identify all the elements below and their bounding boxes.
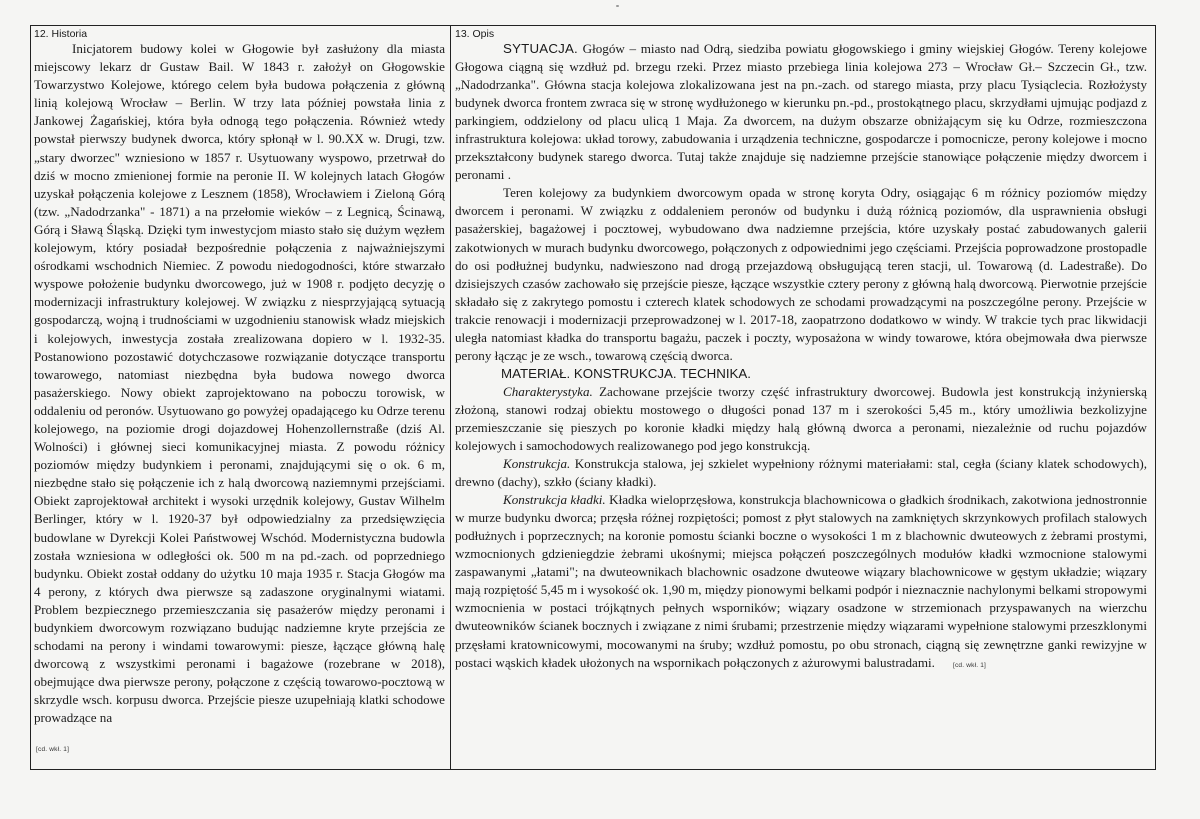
construction-paragraph [453, 455, 1153, 491]
scan-speck [616, 5, 619, 7]
history-column-label: 12. Historia [34, 28, 88, 40]
history-text: Inicjatorem budowy kolei w Głogowie był zasłużony dla miasta miejscowy lekarz dr Gustaw Bail. W 1843 r. założył on Głogowskie Towarzystwo Kolejowe, którego celem była budowa połączenia z główną linią kolejową Wrocław – Berlin. W trzy lata później powstała linia z Jankowej Żagańskiej, która była odnogą tego połączenia. Również wtedy powstał pierwszy budynek dworca, który spłonął w l. 90.XX w. Drugi, tzw. „stary dworzec" wzniesiono w 1857 r. Usytuowany wyspowo, przetrwał do dziś w mocno zmienionej formie na peronie II. W kolejnych latach Głogów uzyskał połączenia kolejowe z Lesznem (1858), Wrocławiem i Zieloną Górą (tzw. „Nadodrzanka" - 1871) a na przełomie wieków – z Legnicą, Ścinawą, Górą i Sławą Śląską. Dzięki tym inwestycjom miasto stało się dużym węzłem kolejowym, który posiadał bezpośrednie połączenia z najważniejszymi ośrodkami wschodnich Niemiec. Z powodu niedogodności, które stwarzało wyspowe położenie budynku dworcowego, już w 1908 r. podjęto decyzję o modernizacji infrastruktury kolejowej. W związku z niesprzyjającą sytuacją gospodarczą, wojną i trudnościami w uzgodnieniu stanowisk władz miejskich i kolejowych, inwestycja została zrealizowana dopiero w l. 1932-35. Postanowiono pozostawić dotychczasowe rozwiązanie dotyczące transportu towarowego, natomiast niezbędna była budowa nowego dworca pasażerskiego. Nowy obiekt zaprojektowano na poboczu torowisk, w oddaleniu od peronów. Usytuowano go powyżej opadającego ku Odrze terenu kolejowego, na poziomie drogi dojazdowej Hohenzollernstraße (dziś Al. Wolności) i głównej sieci komunikacyjnej miasta. Z powodu różnicy poziomów między budynkiem i peronami, znajdującymi się o ok. 6 m, niezbędne stało się połączenie ich z halą dworcową naziemnymi przejściami. Obiekt zaprojektował architekt i wysoki urzędnik kolejowy, Gustav Wilhelm Berlinger, który w l. 1920-37 był odpowiedzialny za przedsięwzięcia budowlane w Dyrekcji Kolei Państwowej Wschód. Modernistyczna budowla została wzniesiona w odległości ok. 500 m na pd.-zach. od poprzedniego budynku. Obiekt został oddany do użytku 10 maja 1935 r. Stacja Głogów ma 4 perony, z których dwa pierwsze są zadaszone oryginalnymi wiatami. Problem bezpiecznego przemieszczania się pasażerów między peronami i budynkiem dworcowym rozwiązano budując nadziemne kryte przejścia ze schodami na perony i windami towarowymi: piesze, łączące główną halę dworcową z wszystkimi peronami i bagażowe (rozebrane w 2018), obejmujące dwa pierwsze perony, połączone z częścią towarowo-pocztową w skrzydle wsch. korpusu dworca. Przejście piesze uzupełniają klatki schodowe prowadzące na [34, 41, 445, 726]
footbridge-construction-term: Konstrukcja kładki. [503, 492, 606, 508]
history-column [32, 26, 448, 728]
situation-text: Głogów – miasto nad Odrą, siedziba powiatu głogowskiego i gminy wiejskiej Głogów. Tereny kolejowe Głogowa ciągną się wzdłuż pd. brzegu rzeki. Przez miasto przebiega linia kolejowa 273 – Wrocław Gł.– Szczecin Gł., tzw. „Nadodrzanka". Główna stacja kolejowa zlokalizowana jest na pn.-zach. od starego miasta, przy placu Tysiąclecia. Rozłożysty budynek dworca frontem zwraca się w stronę wydłużonego w kierunku pn.-pd., prostokątnego placu, skrzydłami ujmując podjazd z parkingiem, oddzielony od placu ulicą 1 Maja. Za dworcem, na dużym obszarze obniżającym się ku Odrze, rozmieszczona infrastruktura kolejowa: układ torowy, zabudowania i urządzenia techniczne, gospodarcze i pomocnicze, perony kolejowe i mocno przekształcony budynek starego dworca. Tutaj także znajduje się nadziemne przejście stanowiące połączenie między dworcem i peronami . [455, 41, 1147, 183]
situation-heading: SYTUACJA. [503, 41, 578, 56]
characteristics-paragraph [453, 383, 1153, 455]
column-divider [450, 25, 451, 770]
description-column [453, 26, 1153, 675]
characteristics-term: Charakterystyka. [503, 383, 593, 399]
material-heading: MATERIAŁ. KONSTRUKCJA. TECHNIKA. [501, 365, 751, 381]
history-continued-note: [cd. wkł. 1] [36, 746, 70, 753]
footbridge-construction-text: Kładka wieloprzęsłowa, konstrukcja blachownicowa o gładkich środnikach, zakotwiona jednostronnie w murze budynku dworca; przęsła różnej rozpiętości; pomost z płyt stalowych na zamkniętych skrzynkowych profilach stalowych podłużnych i poprzecznych; na koronie pomostu ścianki boczne o wysokości 1 m z blachownic dwuteowych z żebrami prostymi, wzmocnionych gdzieniegdzie żebrami ukośnymi; miejsca połączeń poszczególnych modułów kładki wzmocnione stalowymi zaspawanymi „łatami"; na dwuteownikach blachownic osadzone dwuteowe wiązary blachownicowe w gęstym układzie; wiązary mają rozpiętość 5,45 m i wysokość ok. 1,90 m, między pionowymi belkami podpór i nieznacznie nachylonymi belkami stropowymi wzmocnienia w postaci trójkątnych pełnych wsporników; wiązary osadzone w strzemionach przyspawanych na wierzchu dwuteowników ścianek bocznych i związane z nimi śrubami; przestrzenie między wiązarami wypełnione stalowymi przeszklonymi przęsłami kratownicowymi, mocowanymi na śruby; wzdłuż pomostu, po obu stronach, ciągną się zewnętrzne ganki rewizyjne w postaci wąskich kładek ułożonych na wspornikach połączonych z ażurowymi balustradami. [455, 492, 1148, 670]
situation-paragraph [453, 40, 1153, 184]
terrain-paragraph: Teren kolejowy za budynkiem dworcowym opada w stronę koryta Odry, osiągając 6 m różnicy poziomów między dworcem i peronami. W związku z oddaleniem peronów od budynku i dużą różnicą poziomów, dla usprawnienia obsługi pasażerskiej, bagażowej i pocztowej, wybudowano dwa nadziemne przejścia, które uzyskały postać zabudowanych galerii zakotwionych w murach budynku dworcowego, połączonych z odpowiednimi jego częściami. Przejścia poprowadzone prostopadle do osi podłużnej budynku, nadwieszono nad drogą przejazdową obsługującą teren stacji, ul. Towarową (d. Ladestraße). Do dzisiejszych czasów zachowało się przejście piesze, łączące wszystkie cztery perony z główną halą dworcową. Pierwotnie przejście składało się z zakrytego pomostu i czterech klatek schodowych ze schodami prowadzącymi na poszczególne perony. Przejście w trakcie renowacji i modernizacji przeprowadzonej w l. 2017-18, zaopatrzono dodatkowo w windy. W trakcie tych prac likwidacji uległa natomiast kładka do transportu bagażu, paczek i poczty, wyposażona w windy towarowe, która obejmowała dwa pierwsze perony łącząc je ze wsch., towarową częścią dworca. [455, 185, 1147, 363]
description-continued-note: [cd. wkł. 1] [952, 661, 987, 669]
construction-text: Konstrukcja stalowa, jej szkielet wypełniony różnymi materiałami: stal, cegła (ściany klatek schodowych), drewno (dachy), szkło (ściany kładki). [455, 456, 1147, 490]
footbridge-construction-paragraph [453, 491, 1153, 674]
description-column-label: 13. Opis [455, 28, 495, 40]
construction-term: Konstrukcja. [503, 456, 571, 472]
characteristics-text: Zachowane przejście tworzy część infrastruktury dworcowej. Budowla jest konstrukcją inżynierską złożoną, stanowi rodzaj obiektu mostowego o długości ponad 137 m i szerokości 5,45 m., który umożliwia bezkolizyjne przemieszczanie się pieszych po koronie kładki między halą główną dworca a peronami, niezależnie od ruchu pojazdów kolejowych i samochodowych realizowanego pod jego konstrukcją. [455, 383, 1147, 453]
